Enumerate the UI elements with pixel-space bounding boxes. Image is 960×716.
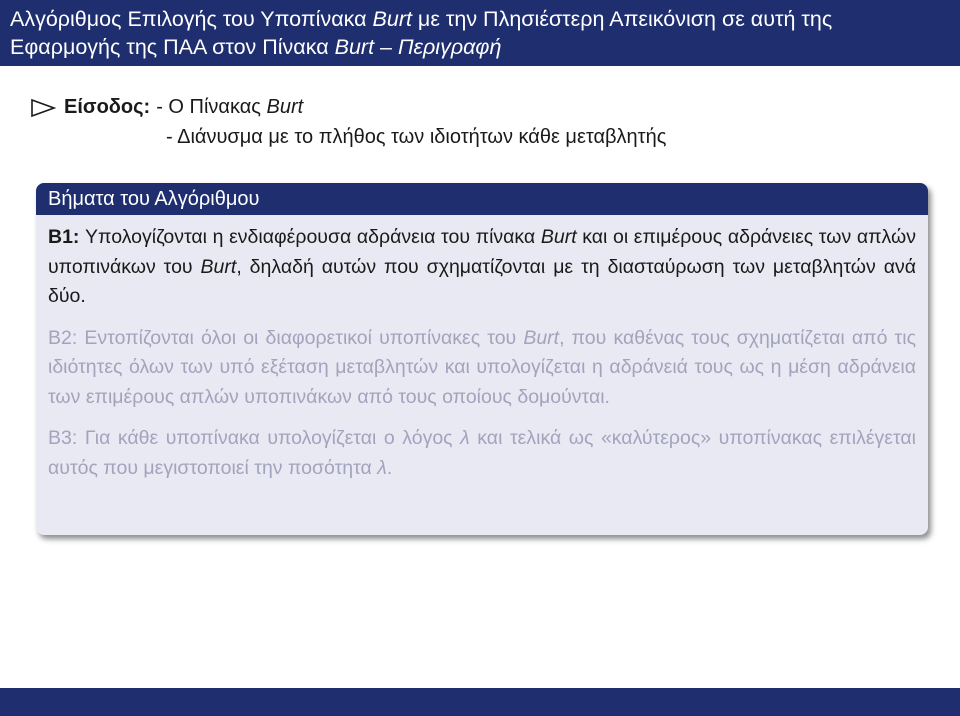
step-b3-label: B3: bbox=[48, 427, 78, 449]
algorithm-steps-block bbox=[36, 183, 928, 535]
step-b3-text: Για κάθε υποπίνακα υπολογίζεται ο λόγος bbox=[77, 427, 461, 449]
step-b3-lambda-2: λ bbox=[377, 456, 387, 479]
step-b2 bbox=[48, 324, 916, 413]
block-header: Βήματα του Αλγόριθμου bbox=[36, 183, 928, 215]
title-text-continued: με την Πλησιέστερη Απεικόνιση σε αυτή της Εφαρμογής της ΠΑΑ στον Πίνακα bbox=[10, 7, 833, 59]
triangle-bullet-icon bbox=[30, 98, 56, 118]
input-line-1 bbox=[30, 92, 930, 122]
footer-bar bbox=[0, 688, 960, 716]
step-b2-text: Εντοπίζονται όλοι οι διαφορετικοί υποπίνακες του bbox=[77, 326, 524, 349]
step-b3-text-3: . bbox=[386, 456, 393, 479]
step-b2-text-2: , που καθένας τους σχηματίζεται από τις ιδιότητες όλων των υπό εξέταση μεταβλητών και υπολογίζεται η αδράνειά τους ως η μέση αδράνεια των επιμέρους απλών υποπινάκων από τους οποίους δομούνται. bbox=[48, 326, 916, 408]
input-item-1-burt: Burt bbox=[266, 96, 304, 118]
title-subtitle: Περιγραφή bbox=[397, 35, 502, 59]
title-text: Αλγόριθμος Επιλογής του Υποπίνακα bbox=[10, 7, 373, 31]
block-body bbox=[36, 215, 928, 483]
slide-title bbox=[0, 0, 960, 66]
step-b1-burt: Burt bbox=[540, 226, 577, 248]
step-b1-text-2: και οι επιμέρους αδράνειες των απλών υποπινάκων του bbox=[48, 226, 916, 278]
step-b3-text-2: και τελικά ως «καλύτερος» υποπίνακας επιλέγεται αυτός που μεγιστοποιεί την ποσότητα bbox=[48, 427, 917, 479]
input-section bbox=[30, 92, 930, 152]
step-b1 bbox=[48, 223, 916, 312]
input-label: Είσοδος: bbox=[64, 96, 151, 118]
step-b1-burt-2: Burt bbox=[200, 255, 237, 278]
step-b2-label: B2: bbox=[48, 326, 78, 349]
step-b1-text: Υπολογίζονται η ενδιαφέρουσα αδράνεια του πίνακα bbox=[79, 226, 541, 248]
step-b2-burt: Burt bbox=[523, 326, 560, 349]
title-burt: Burt bbox=[372, 7, 412, 31]
input-item-1: - Ο Πίνακας bbox=[156, 96, 267, 118]
step-b1-text-3: , δηλαδή αυτών που σχηματίζονται με τη διασταύρωση των μεταβλητών ανά δύο. bbox=[48, 255, 917, 307]
step-b3 bbox=[48, 424, 916, 483]
title-dash: – bbox=[374, 35, 398, 59]
step-b3-lambda: λ bbox=[460, 427, 470, 449]
input-item-2: - Διάνυσμα με το πλήθος των ιδιοτήτων κάθε μεταβλητής bbox=[166, 126, 667, 148]
step-b1-label: B1: bbox=[48, 226, 80, 248]
title-burt-2: Burt bbox=[334, 35, 375, 59]
